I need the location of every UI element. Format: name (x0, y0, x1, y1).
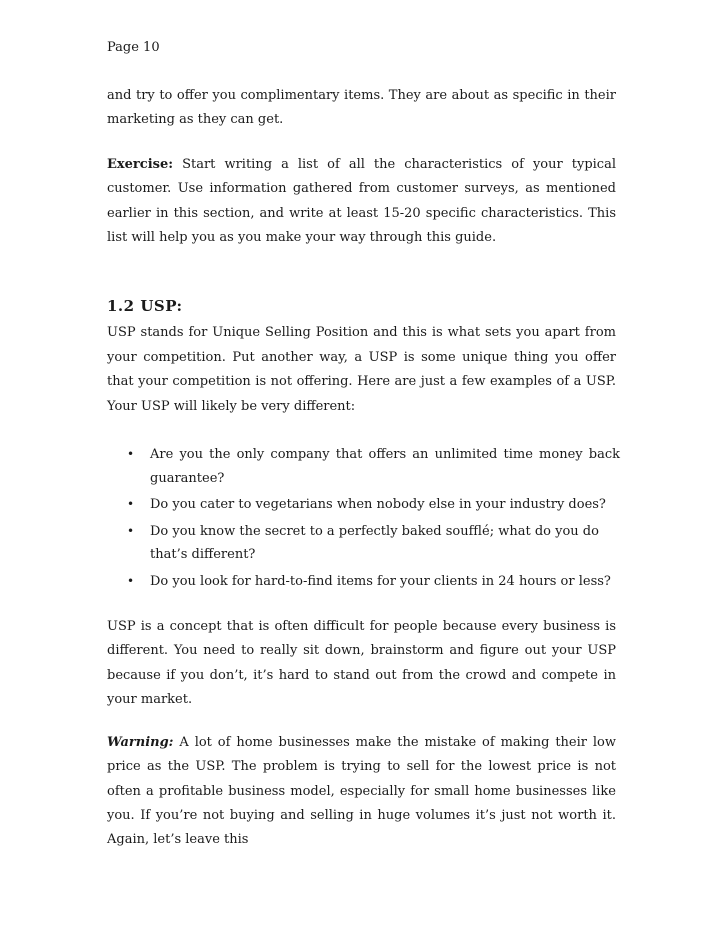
usp-examples-list (107, 443, 620, 593)
list-item (107, 493, 616, 517)
bullet-icon: • (127, 573, 135, 588)
list-item (107, 570, 616, 594)
list-item-text: Do you know the secret to a perfectly baked soufflé; what do you do that’s different? (150, 523, 599, 563)
bullet-icon: • (127, 447, 135, 462)
list-item-text: Are you the only company that offers an unlimited time money back guarantee? (150, 447, 620, 486)
exercise-paragraph (107, 153, 616, 251)
bullet-icon: • (127, 523, 135, 538)
continuation-paragraph: and try to offer you complimentary items. They are about as specific in their marketing as they can get. (107, 88, 616, 128)
list-item-text: Do you cater to vegetarians when nobody else in your industry does? (150, 497, 606, 513)
warning-label: Warning: (107, 734, 174, 750)
exercise-text: Start writing a list of all the characteristics of your typical customer. Use information gathered from customer surveys, as mentioned earlier in this section, and write at least 15-20 specific characteristics. This list will help you as you make your way through this guide. (107, 156, 616, 246)
warning-paragraph (107, 731, 616, 853)
warning-text: A lot of home businesses make the mistake of making their low price as the USP. The problem is trying to sell for the lowest price is not often a profitable business model, especially for small home businesses like you. If you’re not buying and selling in huge volumes it’s just not worth it. Again, let’s leave this (107, 734, 616, 848)
usp-intro-paragraph: USP stands for Unique Selling Position and this is what sets you apart from your competition. Put another way, a USP is some unique thing you offer that your competition is not offering. Here are just a few examples of a USP. Your USP will likely be very different: (107, 325, 616, 414)
page-content (107, 84, 620, 853)
list-item (107, 520, 616, 567)
bullet-icon: • (127, 497, 135, 512)
exercise-label: Exercise: (107, 156, 174, 172)
usp-concept-paragraph: USP is a concept that is often difficult for people because every business is different. You need to really sit down, brainstorm and figure out your USP because if you don’t, it’s hard to stand out from the crowd and compete in your market. (107, 619, 616, 708)
section-heading: 1.2 USP: (107, 297, 183, 316)
list-item (107, 443, 620, 490)
page-number: Page 10 (107, 40, 160, 55)
list-item-text: Do you look for hard-to-find items for your clients in 24 hours or less? (150, 573, 611, 589)
